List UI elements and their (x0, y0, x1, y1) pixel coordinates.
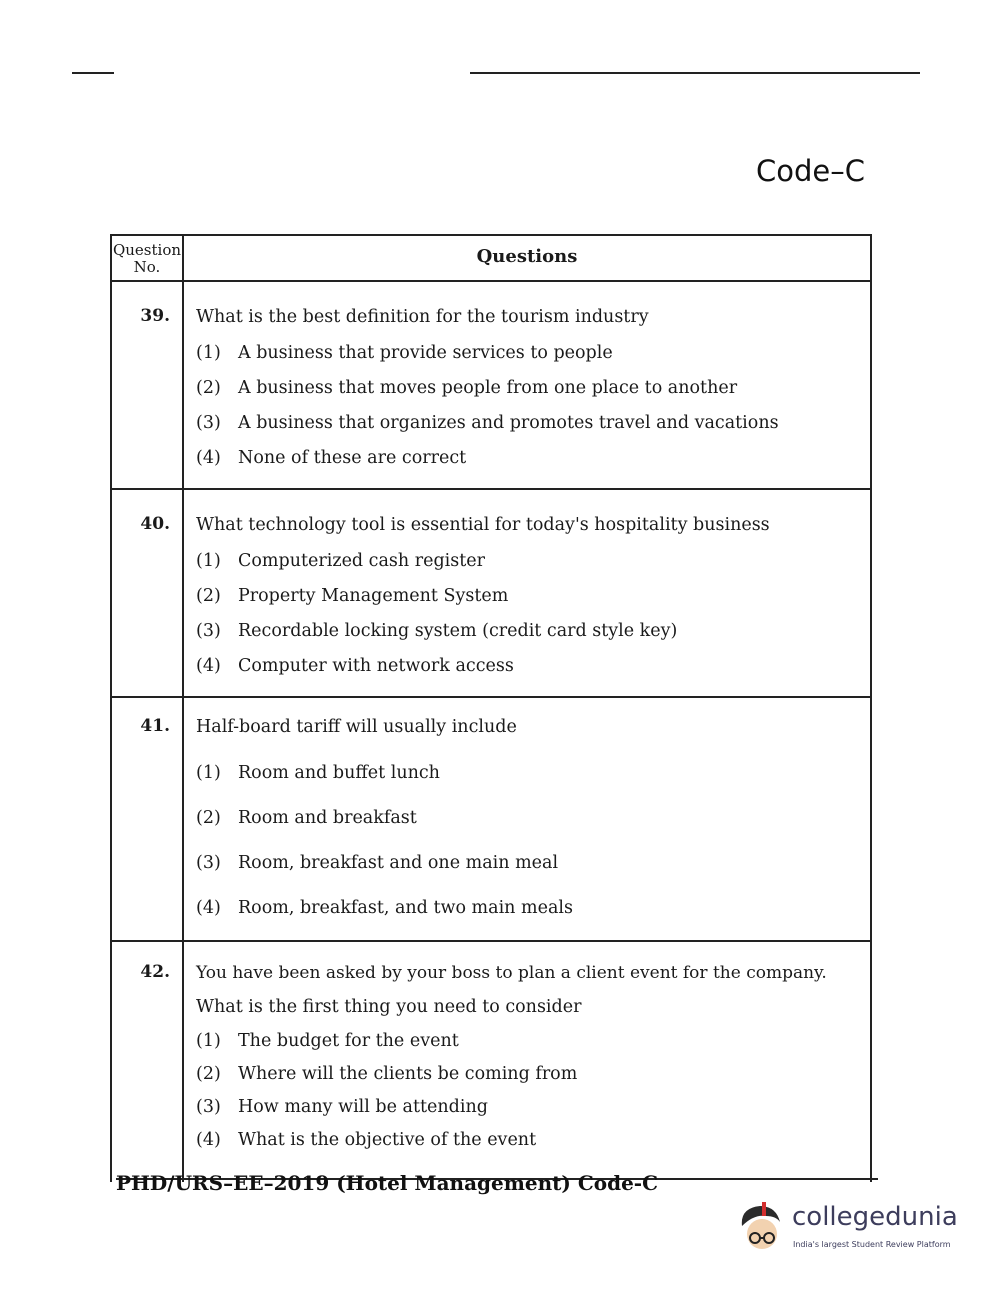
option-3: (3) Room, breakfast and one main meal (196, 853, 559, 873)
option-4: (4) Room, breakfast, and two main meals (196, 898, 573, 918)
option-2: (2) Room and breakfast (196, 808, 417, 828)
option-2: (2) Where will the clients be coming from (196, 1064, 578, 1084)
header-questions: Questions (476, 246, 578, 267)
question-text: What is the best definition for the tourism industry (196, 307, 649, 327)
paper-code-label: Code–C (756, 154, 865, 188)
question-text-line1: You have been asked by your boss to plan a client event for the company. (196, 963, 827, 983)
header-question-no: Question No. (112, 236, 184, 280)
question-number: 41. (112, 698, 184, 940)
question-row-39 (112, 282, 870, 490)
logo-tagline: India's largest Student Review Platform (793, 1240, 951, 1249)
option-1: (1) Room and buffet lunch (196, 763, 440, 783)
option-4: (4) What is the objective of the event (196, 1130, 537, 1150)
top-rule-right (470, 72, 920, 74)
question-text-line2: What is the first thing you need to consider (196, 997, 582, 1017)
option-1: (1) A business that provide services to people (196, 343, 613, 363)
question-body (184, 942, 870, 1182)
question-body (184, 698, 870, 940)
question-number: 42. (112, 942, 184, 1182)
question-text: Half-board tariff will usually include (196, 717, 517, 737)
question-row-40 (112, 490, 870, 698)
collegedunia-logo[interactable] (736, 1198, 966, 1258)
table-header (112, 236, 870, 282)
top-rule-left (72, 72, 114, 74)
footer-paper-code: PHD/URS–EE–2019 (Hotel Management) Code-C (116, 1171, 659, 1195)
question-body (184, 282, 870, 488)
option-1: (1) Computerized cash register (196, 551, 485, 571)
logo-name: collegedunia (792, 1202, 958, 1232)
graduate-mascot-icon (736, 1200, 788, 1254)
option-4: (4) Computer with network access (196, 656, 514, 676)
question-row-42 (112, 942, 870, 1182)
questions-table (110, 234, 872, 1182)
option-3: (3) How many will be attending (196, 1097, 488, 1117)
option-1: (1) The budget for the event (196, 1031, 459, 1051)
question-number: 39. (112, 282, 184, 488)
option-4: (4) None of these are correct (196, 448, 467, 468)
question-row-41 (112, 698, 870, 942)
option-3: (3) Recordable locking system (credit card style key) (196, 621, 678, 641)
question-text: What technology tool is essential for today's hospitality business (196, 515, 770, 535)
option-2: (2) Property Management System (196, 586, 509, 606)
option-3: (3) A business that organizes and promotes travel and vacations (196, 413, 779, 433)
question-body (184, 490, 870, 696)
option-2: (2) A business that moves people from one place to another (196, 378, 738, 398)
question-number: 40. (112, 490, 184, 696)
